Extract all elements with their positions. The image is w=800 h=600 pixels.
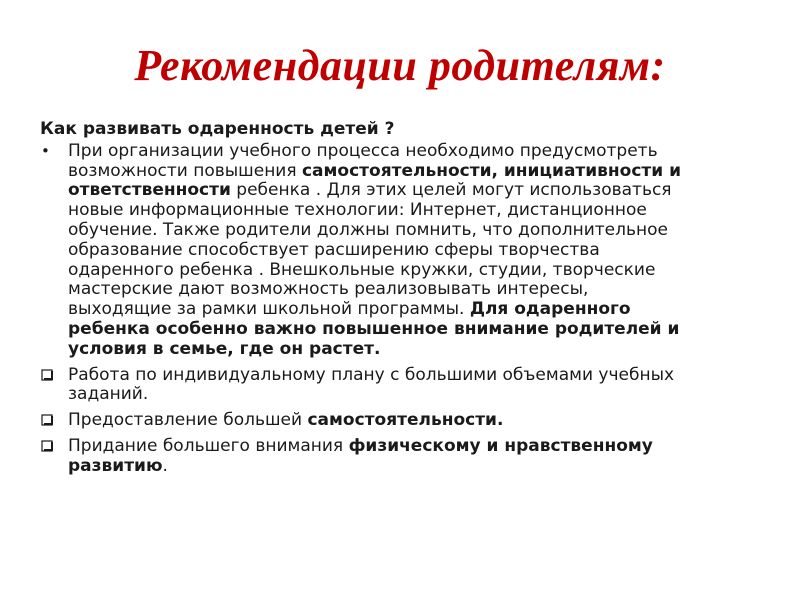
list-item <box>40 142 690 360</box>
item-bold-text: физическому и нравственному развитию <box>68 435 653 476</box>
item-text: Предоставление большей <box>68 410 308 431</box>
list-item <box>40 366 690 406</box>
item-bold-text: самостоятельности, инициативности и ответственности <box>68 160 682 201</box>
item-text: При организации учебного процесса необходимо предусмотреть возможности повышения <box>68 140 658 181</box>
item-text: Придание большего внимания <box>68 435 349 456</box>
bullet-dot-icon: • <box>41 141 50 160</box>
item-text: Работа по индивидуальному плану с большими объемами учебных заданий. <box>68 364 675 405</box>
list-item <box>40 437 690 477</box>
item-bold-text: Для одаренного ребенка особенно важно повышенное внимание родителей и условия в семье, где он растет. <box>68 299 680 359</box>
slide-body <box>40 120 690 477</box>
question-heading: Как развивать одаренность детей ? <box>40 119 395 139</box>
item-text: . <box>162 455 168 476</box>
list-item <box>40 411 690 431</box>
bullet-marker <box>40 142 60 162</box>
slide-title: Рекомендации родителям: <box>134 41 666 90</box>
item-bold-text: самостоятельности. <box>307 410 504 431</box>
item-text: ребенка . Для этих целей могут использоваться новые информационные технологии: Интернет, дистанционное обучение. Также родители должны помнить, что дополнительное образование способствует расширению сферы творчества одаренного ребенка . Внешкольные кружки, студии, творческие мастерские дают возможность реализовывать интересы, выходящие за рамки школьной программы. <box>68 180 672 320</box>
